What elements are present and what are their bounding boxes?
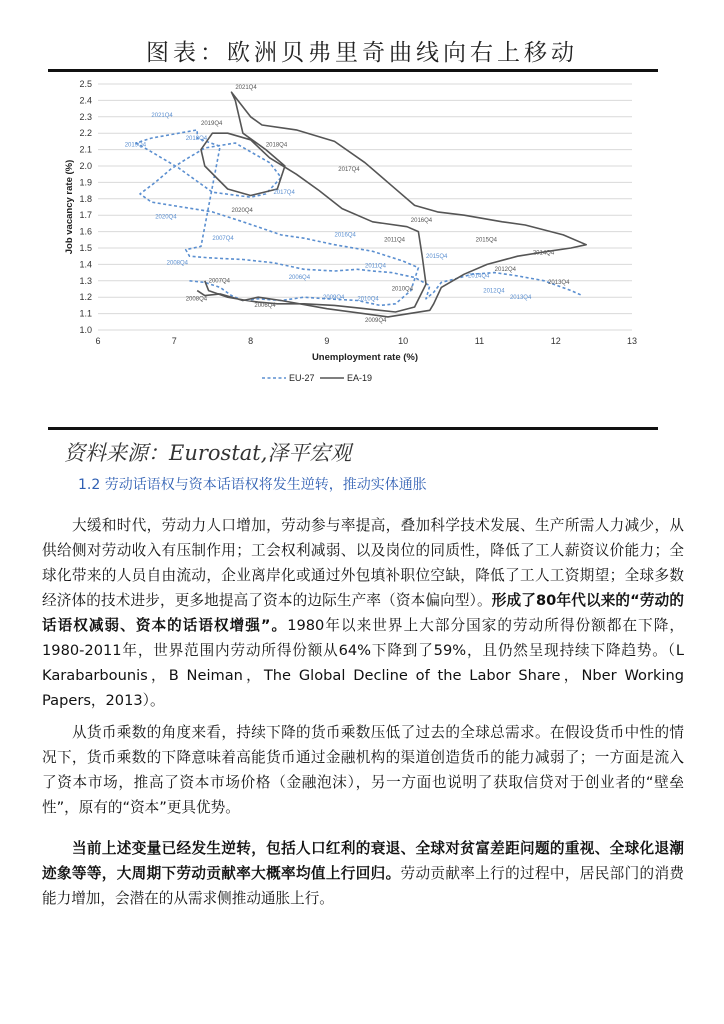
point-label: 2020Q4 xyxy=(155,214,177,221)
paragraph-3-text: 劳动贡献率上行的过程中，居民部门的消费能力增加，会潜在的从需求侧推动通胀上行。 xyxy=(42,865,684,907)
point-label: 2018Q4 xyxy=(265,142,288,149)
figure-title: 图表：欧洲贝弗里奇曲线向右上移动 xyxy=(146,40,578,66)
point-label: 2014Q4 xyxy=(467,273,490,280)
point-label: 2006Q4 xyxy=(254,303,276,310)
paragraph-1-text-a: 大缓和时代，劳动力人口增加，劳动参与率提高，叠加科学技术发展、生产所需人力减少，从供给侧对劳动收入有压制作用；工会权利减弱、以及岗位的同质性，降低了工人薪资议价能力；全球化带来的人员自由流动，企业离岸化或通过外包填补职位空缺，降低了工人工资期望；全球多数经济体的技术进步，更多地提高了资本的边际生产率（资本偏向型）。 xyxy=(42,517,684,609)
point-label: 2020Q4 xyxy=(231,207,253,214)
legend-label-ea-19: EA-19 xyxy=(347,373,373,383)
y-tick-label: 2.0 xyxy=(79,161,92,171)
y-tick-label: 1.3 xyxy=(79,275,92,286)
point-label: 2012Q4 xyxy=(483,288,505,295)
paragraph-3-bold: 当前上述变量已经发生逆转，包括人口红利的衰退、全球对贫富差距问题的重视、全球化退潮迹象等等，大周期下劳动贡献率大概率均值上行回归。 xyxy=(42,840,684,882)
x-tick-label: 11 xyxy=(474,336,485,346)
point-label: 2016Q4 xyxy=(410,217,433,224)
y-tick-label: 2.1 xyxy=(79,144,92,155)
paragraph-1-text-b: 1980年以来世界上大部分国家的劳动所得份额都在下降，1980-2011年，世界范围内劳动所得份额从64%下降到了59%，且仍然呈现持续下降趋势。（L Karabarbounis，B Neiman，The Global Decline of the Labor Share，Nber Working Papers，2013）。 xyxy=(42,617,684,709)
paragraph-2 xyxy=(42,720,684,820)
paragraph-1-bold: 形成了80年代以来的“劳动的话语权减弱、资本的话语权增强”。 xyxy=(42,592,684,634)
chart-legend xyxy=(262,373,372,383)
paragraph-3 xyxy=(42,836,684,911)
point-label: 2009Q4 xyxy=(365,317,387,324)
y-tick-label: 1.6 xyxy=(79,226,92,237)
y-tick-label: 2.5 xyxy=(79,79,92,89)
source-note: 资料来源：Eurostat,泽平宏观 xyxy=(64,441,352,465)
y-tick-label: 1.1 xyxy=(79,308,92,319)
y-tick-label: 1.0 xyxy=(79,325,92,335)
point-label: 2013Q4 xyxy=(548,280,570,287)
x-tick-label: 13 xyxy=(626,336,638,346)
point-label: 2014Q4 xyxy=(532,250,555,257)
point-label: 2017Q4 xyxy=(273,189,295,196)
y-tick-label: 2.4 xyxy=(79,95,92,106)
y-tick-label: 1.5 xyxy=(79,243,92,253)
y-tick-label: 2.3 xyxy=(79,111,92,122)
point-label: 2013Q4 xyxy=(509,294,532,301)
y-tick-label: 1.9 xyxy=(79,177,92,188)
point-label: 2017Q4 xyxy=(338,166,360,173)
point-label: 2018Q4 xyxy=(185,135,208,142)
y-tick-label: 1.7 xyxy=(79,210,92,221)
series-line-ea-19 xyxy=(197,92,586,317)
x-tick-label: 9 xyxy=(324,336,330,346)
point-label: 2019Q4 xyxy=(200,121,223,127)
chart-axes xyxy=(64,79,637,363)
chart-bottom-rule xyxy=(48,427,658,430)
y-tick-label: 1.8 xyxy=(79,193,92,204)
x-tick-label: 12 xyxy=(550,336,561,346)
x-tick-label: 6 xyxy=(95,336,101,346)
y-tick-label: 2.2 xyxy=(79,128,92,139)
point-label: 2021Q4 xyxy=(151,112,173,119)
y-tick-label: 1.2 xyxy=(79,292,92,303)
beveridge-curve-chart xyxy=(62,76,652,421)
point-label: 2007Q4 xyxy=(208,278,230,285)
paragraph-2-text: 从货币乘数的角度来看，持续下降的货币乘数压低了过去的全球总需求。在假设货币中性的情况下，货币乘数的下降意味着高能货币通过金融机构的渠道创造货币的能力减弱了；一方面是流入了资本市场，推高了资本市场价格（金融泡沫），另一方面也说明了获取信贷对于创业者的“壁垒性”，原有的“资本”更具优势。 xyxy=(42,724,684,816)
point-label: 2007Q4 xyxy=(212,235,234,242)
point-label: 2015Q4 xyxy=(475,237,497,244)
point-label: 2016Q4 xyxy=(334,232,356,239)
point-label: 2021Q4 xyxy=(235,84,257,91)
title-rule xyxy=(48,69,658,72)
section-heading: 1.2 劳动话语权与资本话语权将发生逆转，推动实体通胀 xyxy=(78,477,427,493)
y-axis-label: Job vacancy rate (%) xyxy=(64,159,75,255)
point-label: 2010Q4 xyxy=(357,296,379,303)
chart-annotations xyxy=(125,85,570,324)
x-tick-label: 7 xyxy=(171,336,177,346)
x-tick-label: 10 xyxy=(398,336,409,346)
paragraph-1 xyxy=(42,513,684,713)
y-tick-label: 1.4 xyxy=(79,259,92,270)
point-label: 2006Q4 xyxy=(288,275,311,282)
point-label: 2010Q4 xyxy=(391,286,414,293)
point-label: 2009Q4 xyxy=(323,294,345,301)
point-label: 2011Q4 xyxy=(365,263,386,270)
x-tick-label: 8 xyxy=(248,336,254,346)
point-label: 2015Q4 xyxy=(426,253,448,260)
chart-grid xyxy=(98,84,632,330)
point-label: 2008Q4 xyxy=(185,296,208,303)
legend-label-eu-27: EU-27 xyxy=(289,373,315,383)
point-label: 2012Q4 xyxy=(494,266,517,273)
point-label: 2008Q4 xyxy=(166,260,189,267)
point-label: 2011Q4 xyxy=(384,237,405,244)
point-label: 2019Q4 xyxy=(124,142,147,149)
x-axis-label: Unemployment rate (%) xyxy=(311,352,419,363)
